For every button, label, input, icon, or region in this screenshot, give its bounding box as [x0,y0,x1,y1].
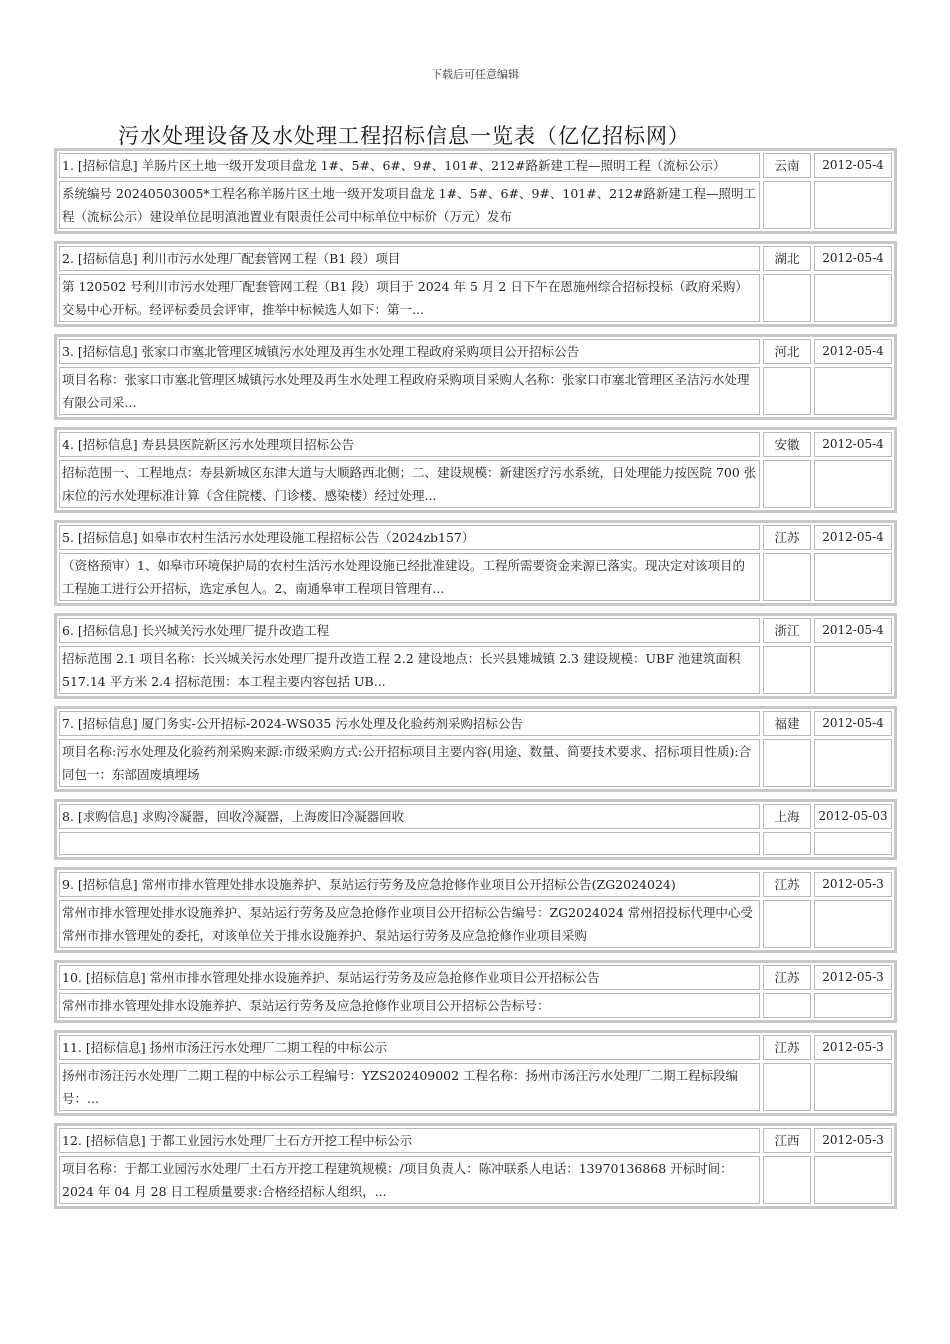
entry-date: 2012-05-4 [814,246,892,271]
entry-title[interactable]: 2. [招标信息] 利川市污水处理厂配套管网工程（B1 段）项目 [59,246,760,271]
entry-title[interactable]: 9. [招标信息] 常州市排水管理处排水设施养护、泵站运行劳务及应急抢修作业项目公开招标公告(ZG2024024) [59,872,760,897]
empty-cell [763,460,811,508]
entry-province: 安徽 [763,432,811,457]
entry-date: 2012-05-03 [814,804,892,829]
entry-title[interactable]: 6. [招标信息] 长兴城关污水处理厂提升改造工程 [59,618,760,643]
entry-province: 上海 [763,804,811,829]
entry-summary: 项目名称:污水处理及化验药剂采购来源:市级采购方式:公开招标项目主要内容(用途、数量、简要技术要求、招标项目性质):合同包一：东部固废填埋场 [59,739,760,787]
list-item [54,1123,897,1209]
entry-title[interactable]: 1. [招标信息] 羊肠片区土地一级开发项目盘龙 1#、5#、6#、9#、101#、212#路新建工程—照明工程（流标公示） [59,153,760,178]
entry-province: 江苏 [763,872,811,897]
entry-date: 2012-05-4 [814,711,892,736]
empty-cell [814,460,892,508]
empty-cell [763,832,811,855]
list-item [54,427,897,513]
empty-cell [763,367,811,415]
entry-date: 2012-05-3 [814,1035,892,1060]
entry-summary: 系统编号 20240503005*工程名称羊肠片区土地一级开发项目盘龙 1#、5#、6#、9#、101#、212#路新建工程—照明工程（流标公示）建设单位昆明滇池置业有限责任公司中标单位中标价（万元）发布 [59,181,760,229]
empty-cell [763,1156,811,1204]
empty-cell [763,553,811,601]
entry-summary [59,832,760,855]
list-item [54,520,897,606]
entry-province: 河北 [763,339,811,364]
entry-summary: 项目名称：于都工业园污水处理厂土石方开挖工程建筑规模：/项目负责人：陈冲联系人电话：13970136868 开标时间：2024 年 04 月 28 日工程质量要求:合格经招标人组织，... [59,1156,760,1204]
empty-cell [814,553,892,601]
header-note: 下载后可任意编辑 [431,68,519,81]
entry-province: 福建 [763,711,811,736]
empty-cell [763,739,811,787]
entry-summary: 第 120502 号利川市污水处理厂配套管网工程（B1 段）项目于 2024 年 5 月 2 日下午在恩施州综合招标投标（政府采购）交易中心开标。经评标委员会评审，推举中标候选人如下：第一... [59,274,760,322]
entry-title[interactable]: 4. [招标信息] 寿县县医院新区污水处理项目招标公告 [59,432,760,457]
empty-cell [763,274,811,322]
entry-summary: 扬州市汤汪污水处理厂二期工程的中标公示工程编号：YZS202409002 工程名称：扬州市汤汪污水处理厂二期工程标段编号：... [59,1063,760,1111]
page-title: 污水处理设备及水处理工程招标信息一览表（亿亿招标网） [118,124,690,148]
empty-cell [814,900,892,948]
entry-province: 江苏 [763,525,811,550]
list-item [54,613,897,699]
entry-province: 云南 [763,153,811,178]
empty-cell [763,181,811,229]
list-item [54,960,897,1023]
list-item [54,241,897,327]
entry-province: 浙江 [763,618,811,643]
empty-cell [763,646,811,694]
entry-date: 2012-05-4 [814,525,892,550]
empty-cell [814,367,892,415]
entry-summary: 招标范围 2.1 项目名称：长兴城关污水处理厂提升改造工程 2.2 建设地点：长兴县雉城镇 2.3 建设规模：UBF 池建筑面积 517.14 平方米 2.4 招标范围：本工程主要内容包括 UB... [59,646,760,694]
list-item [54,706,897,792]
list-item [54,799,897,860]
entry-date: 2012-05-4 [814,153,892,178]
entry-date: 2012-05-4 [814,432,892,457]
empty-cell [763,900,811,948]
entry-province: 江苏 [763,1035,811,1060]
empty-cell [763,993,811,1018]
entry-date: 2012-05-3 [814,872,892,897]
empty-cell [814,274,892,322]
entry-summary: （资格预审）1、如皋市环境保护局的农村生活污水处理设施已经批准建设。工程所需要资金来源已落实。现决定对该项目的工程施工进行公开招标，选定承包人。2、南通皋审工程项目管理有... [59,553,760,601]
entry-summary: 常州市排水管理处排水设施养护、泵站运行劳务及应急抢修作业项目公开招标公告编号：ZG2024024 常州招投标代理中心受常州市排水管理处的委托，对该单位关于排水设施养护、泵站运行劳务及应急抢修作业项目采购 [59,900,760,948]
entry-summary: 项目名称：张家口市塞北管理区城镇污水处理及再生水处理工程政府采购项目采购人名称：张家口市塞北管理区圣洁污水处理有限公司采... [59,367,760,415]
entry-province: 湖北 [763,246,811,271]
entry-title[interactable]: 5. [招标信息] 如皋市农村生活污水处理设施工程招标公告（2024zb157） [59,525,760,550]
empty-cell [814,1063,892,1111]
list-item [54,334,897,420]
tender-list [54,148,897,1216]
entry-date: 2012-05-4 [814,618,892,643]
empty-cell [814,181,892,229]
entry-date: 2012-05-4 [814,339,892,364]
entry-province: 江苏 [763,965,811,990]
entry-province: 江西 [763,1128,811,1153]
list-item [54,1030,897,1116]
empty-cell [814,1156,892,1204]
entry-title[interactable]: 11. [招标信息] 扬州市汤汪污水处理厂二期工程的中标公示 [59,1035,760,1060]
entry-title[interactable]: 8. [求购信息] 求购冷凝器，回收冷凝器，上海废旧冷凝器回收 [59,804,760,829]
entry-date: 2012-05-3 [814,1128,892,1153]
empty-cell [814,832,892,855]
empty-cell [763,1063,811,1111]
empty-cell [814,993,892,1018]
list-item [54,867,897,953]
list-item [54,148,897,234]
entry-title[interactable]: 3. [招标信息] 张家口市塞北管理区城镇污水处理及再生水处理工程政府采购项目公开招标公告 [59,339,760,364]
entry-title[interactable]: 7. [招标信息] 厦门务实-公开招标-2024-WS035 污水处理及化验药剂采购招标公告 [59,711,760,736]
entry-date: 2012-05-3 [814,965,892,990]
entry-title[interactable]: 12. [招标信息] 于都工业园污水处理厂土石方开挖工程中标公示 [59,1128,760,1153]
entry-summary: 招标范围一、工程地点：寿县新城区东津大道与大顺路西北侧；二、建设规模：新建医疗污水系统，日处理能力按医院 700 张床位的污水处理标准计算（含住院楼、门诊楼、感染楼）经过处理... [59,460,760,508]
empty-cell [814,739,892,787]
entry-title[interactable]: 10. [招标信息] 常州市排水管理处排水设施养护、泵站运行劳务及应急抢修作业项目公开招标公告 [59,965,760,990]
empty-cell [814,646,892,694]
entry-summary: 常州市排水管理处排水设施养护、泵站运行劳务及应急抢修作业项目公开招标公告标号： [59,993,760,1018]
